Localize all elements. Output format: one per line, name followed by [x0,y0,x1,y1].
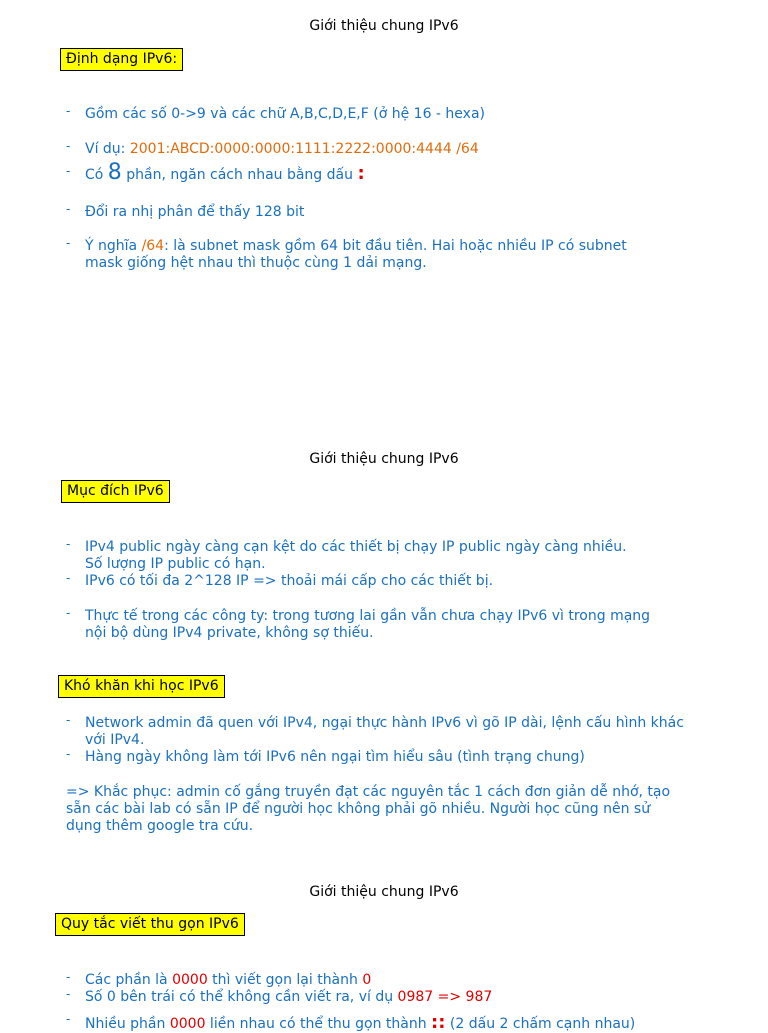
dash-marker: - [66,713,71,727]
slide-3: Giới thiệu chung IPv6 Quy tắc viết thu gọn IPv6 - Các phần là 0000 thì viết gọn lại thành 0 - Số 0 bên trái có thể không cần viết ra, ví dụ 0987 => 987 - Nhiều phần 0000 liền nhau có thể thu gọn thành :: (2 dấu 2 chấm cạnh nhau) [0,0,768,1024]
dash-marker: - [66,104,71,118]
dash-marker: - [66,236,71,250]
conclusion-paragraph: => Khắc phục: admin cố gắng truyền đạt các nguyên tắc 1 cách đơn giản dễ nhớ, tạo sẵn các bài lab có sẵn IP để người học không phải gõ nhiều. Người học cũng nên sử dụng thêm google tra cứu. [66,784,671,834]
dash-marker: - [66,606,71,620]
dash-marker: - [66,571,71,585]
section-label: Quy tắc viết thu gọn IPv6 [55,913,245,936]
slide-title: Giới thiệu chung IPv6 [309,451,459,467]
slide-title: Giới thiệu chung IPv6 [309,884,459,900]
dash-marker: - [66,747,71,761]
dash-marker: - [66,987,71,1001]
dash-marker: - [66,970,71,984]
dash-marker: - [66,1012,71,1026]
section-label: Mục đích IPv6 [61,480,170,503]
section-label: Khó khăn khi học IPv6 [58,675,225,698]
dash-marker: - [66,139,71,153]
ipv6-example: 2001:ABCD:0000:0000:1111:2222:0000:4444 /64 [129,141,479,157]
dash-marker: - [66,164,71,178]
dash-marker: - [66,202,71,216]
section-label: Định dạng IPv6: [60,48,183,71]
dash-marker: - [66,537,71,551]
slide-1: Giới thiệu chung IPv6 Định dạng IPv6: - Gồm các số 0->9 và các chữ A,B,C,D,E,F (ở hệ 16 - hexa) - Ví dụ: 2001:ABCD:0000:0000:1111:2222:0000:4444 /64 - Có 8 phần, ngăn cách nhau bằng dấu : - Đổi ra nhị phân để thấy 128 bit - Ý nghĩa /64: là subnet mask gồm 64 bit đầu tiên. Hai hoặc nhiều IP có subnet mask giống hệt nhau thì thuộc cùng 1 dải mạng. [0,0,768,420]
slide-title: Giới thiệu chung IPv6 [309,18,459,34]
slide-2: Giới thiệu chung IPv6 Mục đích IPv6 - IPv4 public ngày càng cạn kệt do các thiết bị chạy IP public ngày càng nhiều. Số lượng IP public có hạn. - IPv6 có tối đa 2^128 IP => thoải mái cấp cho các thiết bị. - Thực tế trong các công ty: trong tương lai gần vẫn chưa chạy IPv6 vì trong mạng nội bộ dùng IPv4 private, không sợ thiếu. Khó khăn khi học IPv6 - Network admin đã quen với IPv4, ngại thực hành IPv6 vì gõ IP dài, lệnh cấu hình khác với IPv4. - Hàng ngày không làm tới IPv6 nên ngại tìm hiểu sâu (tình trạng chung) => Khắc phục: admin cố gắng truyền đạt các nguyên tắc 1 cách đơn giản dễ nhớ, tạo sẵn các bài lab có sẵn IP để người học không phải gõ nhiều. Người học cũng nên sử dụng thêm google tra cứu. [0,0,768,860]
